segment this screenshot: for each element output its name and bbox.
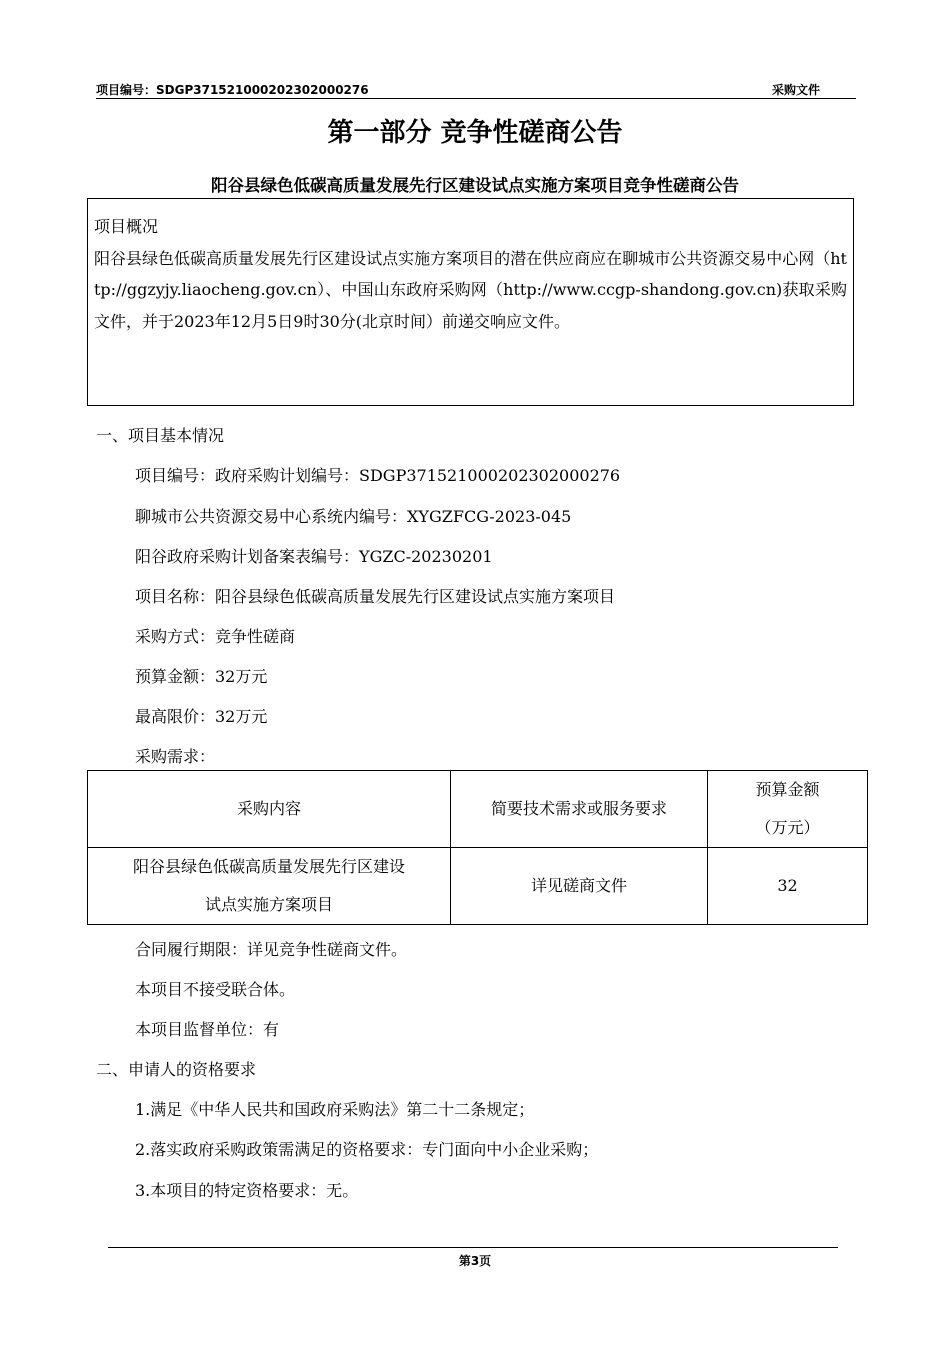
item-max-price: 最高限价：32万元 [135,707,268,726]
header-cell-content: 采购内容 [88,771,451,848]
qualification-item-3: 3.本项目的特定资格要求：无。 [135,1181,359,1200]
header-cell-requirement: 简要技术需求或服务要求 [451,771,708,848]
header-project-number: 项目编号：SDGP371521000202302000276 [96,83,369,97]
header-cell-budget [708,771,868,848]
item-project-name: 项目名称：阳谷县绿色低碳高质量发展先行区建设试点实施方案项目 [135,587,616,606]
table-header-row [88,771,868,848]
item-system-number: 聊城市公共资源交易中心系统内编号：XYGZFCG-2023-045 [135,507,572,526]
header-budget-line1: 预算金额 [755,780,820,799]
cell-content-line1: 阳谷县绿色低碳高质量发展先行区建设 [132,857,405,876]
no-consortium: 本项目不接受联合体。 [135,980,296,999]
overview-heading: 项目概况 [94,217,159,236]
page-title: 第一部分 竞争性磋商公告 [327,118,623,148]
item-plan-record-number: 阳谷政府采购计划备案表编号：YGZC-20230201 [135,547,493,566]
cell-content [88,848,451,925]
section1-heading: 一、项目基本情况 [96,426,225,445]
item-procurement-method: 采购方式：竞争性磋商 [135,627,296,646]
contract-period: 合同履行期限：详见竞争性磋商文件。 [135,940,408,959]
cell-content-line2: 试点实施方案项目 [204,895,333,914]
requirements-table [87,770,868,925]
header-doc-type: 采购文件 [771,83,820,97]
cell-requirement: 详见磋商文件 [451,848,708,925]
page-number: 第3页 [458,1254,492,1268]
item-project-number: 项目编号：政府采购计划编号：SDGP371521000202302000276 [135,466,621,485]
project-overview-box [87,198,854,406]
footer-divider [108,1247,838,1248]
supervision-unit: 本项目监督单位：有 [135,1020,280,1039]
table-row [88,848,868,925]
cell-budget: 32 [708,848,868,925]
item-budget: 预算金额：32万元 [135,667,268,686]
page-header [96,80,856,99]
item-requirements-label: 采购需求： [135,747,216,766]
header-budget-line2: （万元） [755,818,820,837]
qualification-item-1: 1.满足《中华人民共和国政府采购法》第二十二条规定； [135,1100,535,1119]
overview-body: 阳谷县绿色低碳高质量发展先行区建设试点实施方案项目的潜在供应商应在聊城市公共资源交易中心网（http://ggzyjy.liaocheng.gov.cn）、中国山东政府采购网（http://www.ccgp-shandong.gov.cn)获取采购文件，并于2023年12月5日9时30分(北京时间）前递交响应文件。 [94,248,847,331]
section2-heading: 二、申请人的资格要求 [96,1060,257,1079]
announcement-subtitle: 阳谷县绿色低碳高质量发展先行区建设试点实施方案项目竞争性磋商公告 [211,176,739,195]
qualification-item-2: 2.落实政府采购政策需满足的资格要求：专门面向中小企业采购； [135,1140,599,1159]
